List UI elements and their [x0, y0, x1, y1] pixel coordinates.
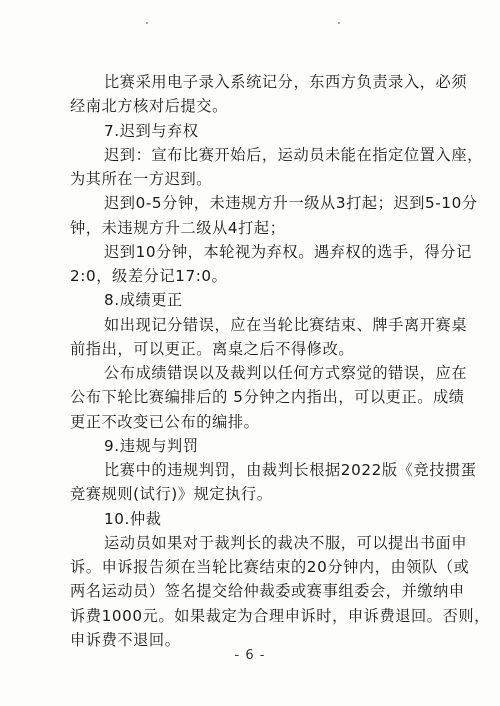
section-heading: 8.成绩更正 [104, 291, 183, 309]
paragraph-line: 迟到0-5分钟，未违规方升一级从3打起；迟到5-10分 [104, 194, 478, 212]
paragraph-line: 2:0，级差分记17:0。 [70, 267, 228, 285]
scan-speck [338, 22, 340, 24]
page-number: - 6 - [234, 648, 266, 663]
paragraph-line: 公布下轮比赛编排后的 5分钟之内指出，可以更正。成绩 [70, 388, 465, 406]
section-heading: 9.违规与判罚 [104, 437, 199, 455]
paragraph-line: 诉费1000元。如果裁定为合理申诉时，申诉费退回。否则， [70, 607, 490, 625]
paragraph-line: 迟到：宣布比赛开始后，运动员未能在指定位置入座， [104, 146, 483, 164]
paragraph-line: 诉。申诉报告须在当轮比赛结束的20分钟内，由领队（或 [70, 558, 470, 576]
paragraph-line: 为其所在一方迟到。 [70, 170, 213, 188]
paragraph-line: 比赛中的违规判罚，由裁判长根据2022版《竞技掼蛋 [104, 461, 477, 479]
paragraph-line: 前指出，可以更正。离桌之后不得修改。 [70, 340, 355, 358]
section-heading: 7.迟到与弃权 [104, 122, 199, 140]
paragraph-line: 钟，未违规方升二级从4打起； [70, 219, 286, 237]
paragraph-line: 两名运动员）签名提交给仲裁委或赛事组委会，并缴纳申 [70, 582, 465, 600]
paragraph-line: 如出现记分错误，应在当轮比赛结束、牌手离开赛桌 [104, 316, 468, 334]
paragraph-line: 迟到10分钟，本轮视为弃权。遇弃权的选手，得分记 [104, 243, 472, 261]
paragraph-line: 公布成绩错误以及裁判以任何方式察觉的错误，应在 [104, 364, 468, 382]
scan-speck [146, 22, 148, 24]
paragraph-line: 更正不改变已公布的编排。 [70, 413, 260, 431]
paragraph-line: 竞赛规则(试行)》规定执行。 [70, 485, 273, 503]
paragraph-line: 申诉费不退回。 [70, 631, 181, 649]
section-heading: 10.仲裁 [104, 510, 162, 528]
paragraph-line: 比赛采用电子录入系统记分，东西方负责录入，必须 [104, 73, 468, 91]
paragraph-line: 运动员如果对于裁判长的裁决不服，可以提出书面申 [104, 534, 468, 552]
paragraph-line: 经南北方核对后提交。 [70, 97, 228, 115]
